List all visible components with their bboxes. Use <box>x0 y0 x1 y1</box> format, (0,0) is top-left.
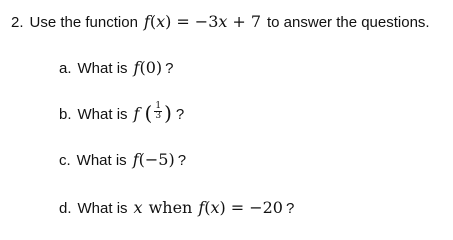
part-c-prompt: What is <box>76 152 127 169</box>
part-d <box>59 198 294 217</box>
part-d-qmark: ? <box>285 200 295 217</box>
part-c-qmark: ? <box>177 152 187 169</box>
part-c <box>59 150 186 169</box>
part-c-letter: c. <box>59 152 71 169</box>
part-b-math: f ( $\frac{1}{3}$ ) <box>133 101 172 125</box>
part-a-math: f(0) <box>133 58 163 77</box>
part-a <box>59 58 173 77</box>
part-a-prompt: What is <box>77 60 128 77</box>
part-a-qmark: ? <box>165 60 174 77</box>
question-header <box>11 12 430 31</box>
part-b-letter: b. <box>59 106 72 123</box>
part-c-math: f(−5) <box>132 150 175 169</box>
part-d-variable: x <box>133 198 143 217</box>
part-b <box>59 101 185 125</box>
part-b-prompt: What is <box>77 106 128 123</box>
fraction-one-third: $\frac{1}{3}$ <box>155 101 162 121</box>
part-d-when: when <box>148 198 193 217</box>
part-b-qmark: ? <box>175 106 185 123</box>
question-intro: Use the function <box>29 14 138 31</box>
part-a-letter: a. <box>59 60 72 77</box>
question-number: 2. <box>11 14 24 31</box>
function-definition: f(x) = −3x + 7 <box>143 12 261 31</box>
part-d-math: f(x) = −20 <box>198 198 283 217</box>
question-tail: to answer the questions. <box>267 14 430 31</box>
part-d-letter: d. <box>59 200 72 217</box>
part-d-prompt: What is <box>77 200 128 217</box>
